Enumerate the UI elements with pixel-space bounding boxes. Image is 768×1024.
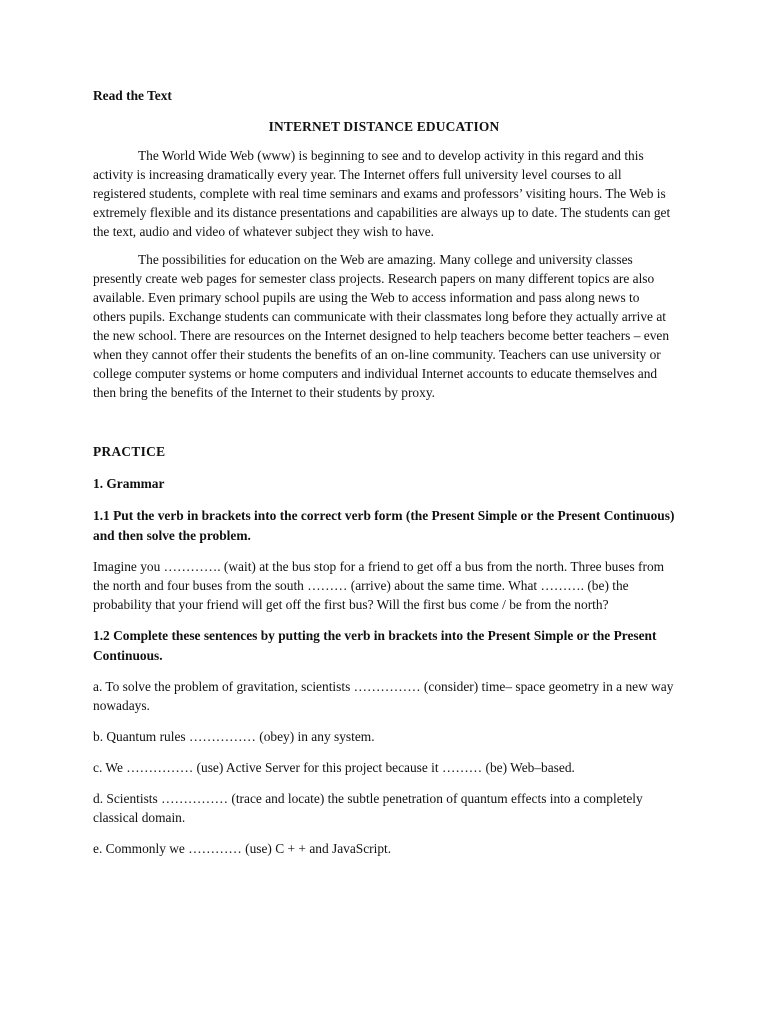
exercise-item-a: a. To solve the problem of gravitation, scientists …………… (consider) time– space geometry in a new way nowadays. [93, 679, 674, 713]
exercise-item-d: d. Scientists …………… (trace and locate) the subtle penetration of quantum effects into a completely classical domain. [93, 791, 643, 825]
reading-paragraph-1: The World Wide Web (www) is beginning to see and to develop activity in this regard and this activity is increasing dramatically every year. The Internet offers full university level courses to all registered students, complete with real time seminars and exams and professors’ visiting hours. The Web is extremely flexible and its distance presentations and capabilities are always up to date. The students can get the text, audio and video of whatever subject they wish to have. [93, 148, 671, 239]
exercise-item-e: e. Commonly we ………… (use) C + + and JavaScript. [93, 841, 392, 856]
text-title: INTERNET DISTANCE EDUCATION [268, 119, 500, 134]
read-the-text-label: Read the Text [93, 88, 172, 103]
document-page [93, 86, 675, 870]
reading-paragraph-2: The possibilities for education on the Web are amazing. Many college and university classes presently create web pages for semester class projects. Research papers on many different topics are also available. Even primary school pupils are using the Web to access information and pass along news to others pupils. Exchange students can communicate with their classmates long before they actually arrive at the new school. There are resources on the Internet designed to help teachers become better teachers – even when they cannot offer their students the benefits of an on-line community. Teachers can use university or college computer systems or home computers and individual Internet accounts to educate themselves and then bring the benefits of the Internet to their students by proxy. [93, 252, 670, 400]
task-1-1-text: Imagine you …………. (wait) at the bus stop for a friend to get off a bus from the north. Three buses from the north and four buses from the south ……… (arrive) about the same time. What ………. (be) the probability that your friend will get off the first bus? Will the first bus come / be from the north? [93, 559, 665, 612]
exercise-item-b: b. Quantum rules …………… (obey) in any system. [93, 729, 375, 744]
task-1-1-instruction: 1.1 Put the verb in brackets into the correct verb form (the Present Simple or the Present Continuous) and then solve the problem. [93, 508, 675, 543]
exercise-item-c: c. We …………… (use) Active Server for this project because it ……… (be) Web–based. [93, 760, 575, 775]
grammar-heading: 1. Grammar [93, 476, 165, 491]
task-1-2-instruction: 1.2 Complete these sentences by putting the verb in brackets into the Present Simple or the Present Continuous. [93, 628, 657, 663]
practice-heading: PRACTICE [93, 444, 166, 459]
